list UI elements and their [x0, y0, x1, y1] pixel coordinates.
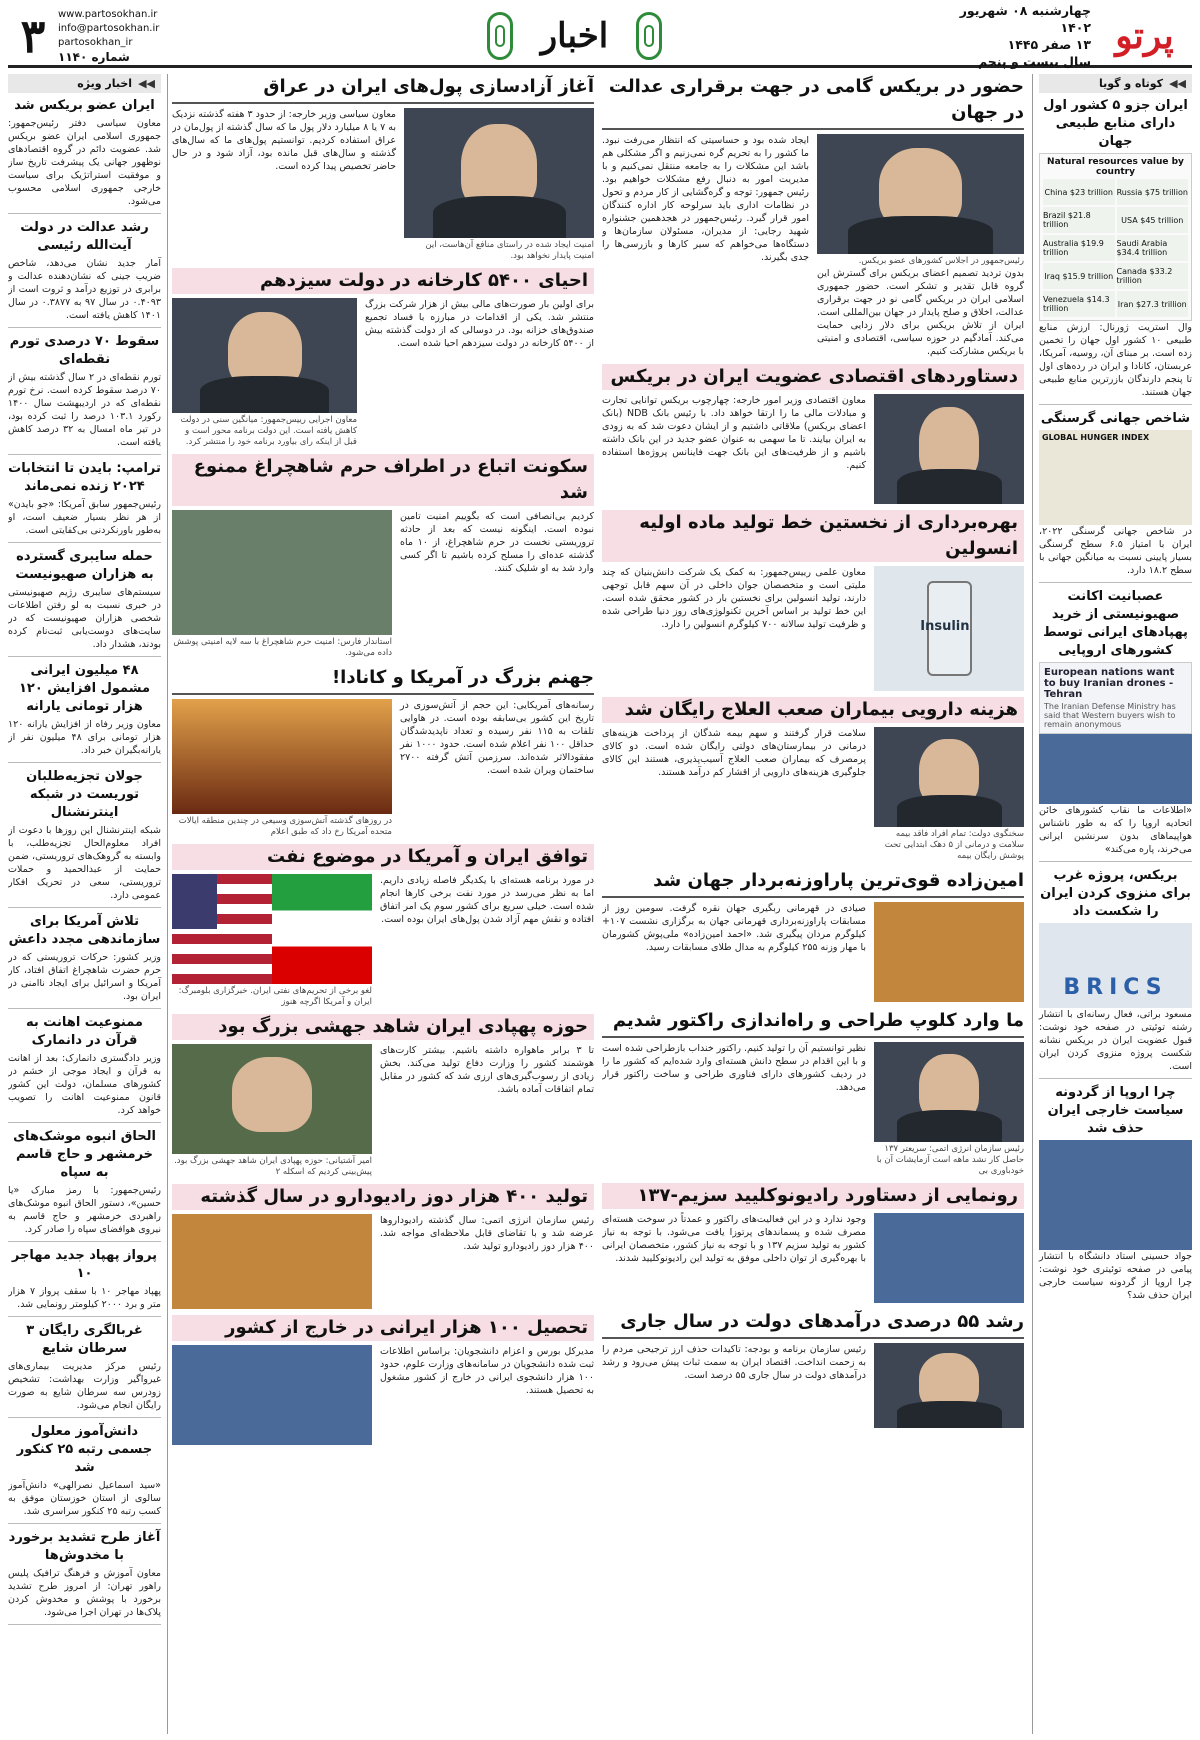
photo-caption: استاندار فارس: امنیت حرم شاهچراغ با سه لایه امنیتی پوشش داده می‌شود. [173, 637, 392, 658]
arrows-icon: ◀◀ [138, 77, 155, 90]
article-body: نظیر توانستیم آن را تولید کنیم. راکتور خنداب بازطراحی شده است و با این اقدام در سطح دانش هسته‌ای وارد شده‌ایم که کشور ما را در ردیف کشورهای دارای فناوری طراحی و ساخت راکتور قرار می‌دهد. [602, 1043, 866, 1093]
brief-text: سیستم‌های سایبری رژیم صهیونیستی در خبری نسبت به لو رفتن اطلاعات شخصی هزاران صهیونیست که در سایت‌های دوست‌یابی ثبت‌نام کرده بودند، هشدار داد. [8, 587, 161, 650]
article-body: بدون تردید تصمیم اعضای بریکس برای گسترش این گروه قابل تقدیر و تشکر است. حضور جمهوری اسلامی ایران در بریکس گامی نو در جهت برقراری عدالت، اخلاق و صلح پایدار در جهان بین‌المللی است. ایران از تلاش بریکس برای دلار زدایی حمایت می‌کند. آمادگیم در حوزه سیاسی، اقتصادی و امنیتی با بریکس مشارکت کنیم. [817, 268, 1024, 357]
brief-title[interactable]: ایران جزو ۵ کشور اول دارای منابع طبیعی جهان [1043, 98, 1188, 149]
article-body: کردیم بی‌انصافی است که بگوییم امنیت تامین نبوده است. اینگونه نیست که بعد از حادثه تروریستی نخست در حرم شاهچراغ، از ۱۰ ماه گذشته عده‌ای را مسلح کرده باشیم تا اگر کسی وارد شد به او شلیک کنند. [400, 511, 594, 574]
article [602, 510, 1024, 691]
article-headline[interactable]: احیای ۵۴۰۰ کارخانه در دولت سیزدهم [172, 268, 594, 294]
article-headline[interactable]: توافق ایران و آمریکا در موضوع نفت [172, 844, 594, 870]
brief-title[interactable]: ۴۸ میلیون ایرانی مشمول افزایش ۱۲۰ هزار تومانی یارانه [18, 663, 151, 714]
brief-text: آمار جدید نشان می‌دهد، شاخص ضریب جینی که نشان‌دهنده عدالت و برابری در توزیع درآمد و ثروت است از ۰.۴۰۹۳ در سال ۹۷ به ۰.۳۸۷۷ در سال ۱۴۰۱ کاهش یافته است. [8, 258, 161, 321]
article-headline[interactable]: امین‌زاده قوی‌ترین پاراوزنه‌بردار جهان شد [602, 868, 1024, 898]
page-number: ۳ [20, 8, 46, 63]
article-body: رئیس سازمان انرژی اتمی: سال گذشته رادیوداروها عرضه شد و با تقاضای قابل ملاحظه‌ای مواجه شد. ۴۰۰ هزار دوز رادیودارو تولید شد. [380, 1215, 594, 1252]
brief-title[interactable]: جولان تجزیه‌طلبان توریست در شبکه اینترنشنال [26, 769, 143, 820]
infographic-title: Natural resources value by country [1047, 157, 1184, 177]
column-kicker: ◀◀ اخبار ویژه [8, 74, 161, 93]
center-left-column [172, 74, 594, 1734]
article-body: مدیرکل بورس و اعزام دانشجویان: براساس اطلاعات ثبت شده دانشجویان در سامانه‌های وزارت علوم، حدود ۱۰۰ هزار دانشجوی ایرانی در خارج از کشور مشغول به تحصیل هستند. [380, 1346, 594, 1396]
brief-title[interactable]: الحاق انبوه موشک‌های خرمشهر و حاج قاسم به سپاه [13, 1129, 156, 1180]
article-headline[interactable]: آغاز آزادسازی پول‌های ایران در عراق [172, 74, 594, 104]
article [172, 844, 594, 1008]
radiopharma-vial-image [172, 1214, 372, 1309]
column-kicker: ◀◀ کوتاه و گویا [1039, 74, 1192, 93]
date-line-1: چهارشنبه ۰۸ شهریور ۱۴۰۲ [959, 2, 1091, 35]
article-body: معاون اقتصادی وزیر امور خارجه: چهارچوب بریکس توانایی تجارت و مبادلات مالی ما را ارتقا خواهد داد. با رئیس بانک NDB (بانک اعضای بریکس) ملاقاتی داشتیم و از ایشان دعوت شد که به زودی به ایران بیایند. تا ما سهمی به عنوان عضو جدید در این بانک داشته باشیم و از ظرفیت‌های این بانک جهت فاینانس پروژه‌ها استفاده کنیم. [602, 395, 866, 471]
resource-cell: Russia $75 trillion [1117, 179, 1189, 205]
brief-text: وال استریت ژورنال: ارزش منابع طبیعی ۱۰ کشور اول جهان را تخمین زده است. بر مبنای آن، روسیه، آمریکا، عربستان، کانادا و ایران در رده‌های اول تا پنجم دارندگان بازرترین منابع طبیعی جهان هستند. [1039, 322, 1192, 398]
brief-text: «اطلاعات ما نقاب کشورهای خائن اتحادیه اروپا را که به طور ناشناس هواپیماهای بدون سرنشین ایرانی می‌خرند، پاره می‌کند» [1039, 805, 1192, 855]
resource-cell: USA $45 trillion [1117, 207, 1189, 233]
article-headline[interactable]: سکونت اتباع در اطراف حرم شاهچراغ ممنوع شد [172, 454, 594, 506]
photo-caption: سخنگوی دولت: تمام افراد فاقد بیمه سلامت و درمانی از ۵ دهک ابتدایی تحت پوشش رایگان بیمه [884, 829, 1024, 861]
article-headline[interactable]: حضور در بریکس گامی در جهت برقراری عدالت در جهان [602, 74, 1024, 130]
article-headline[interactable]: بهره‌برداری از نخستین خط تولید ماده اولیه انسولین [602, 510, 1024, 562]
date-block [941, 2, 1091, 70]
brief-title[interactable]: دانش‌آموز معلول جسمی رتبه ۲۵ کنکور شد [16, 1424, 153, 1475]
ornament-icon [487, 12, 513, 60]
masthead [8, 2, 1192, 69]
brief-text: شبکه اینترنشنال این روزها با دعوت از افراد معلوم‌الحال تجزیه‌طلب، با وابسته به گروهک‌های تروریستی، ضمن حمایت از عبدالحمید و حملات تروریستی، سعی در تحریک افکار عمومی دارد. [8, 825, 161, 901]
article-body: رسانه‌های آمریکایی: این حجم از آتش‌سوزی در تاریخ این کشور بی‌سابقه بوده است. در هاوایی تلفات به ۱۱۵ نفر رسیده و تعداد ناپدیدشدگان حداقل ۱۰۰ نفر اعلام شده است. حدود ۱۰۰۰ نفر مفقودالاثر شده‌اند. سرزمین آتش گرفته ۲۷۰۰ ساختمان ویران شده است. [400, 700, 594, 776]
article [172, 74, 594, 262]
ornament-icon [636, 12, 662, 60]
article-headline[interactable]: حوزه پهپادی ایران شاهد جهشی بزرگ بود [172, 1014, 594, 1040]
date-line-3: سال بیست و پنجم [977, 53, 1091, 69]
article [172, 454, 594, 659]
weightlifting-photo [874, 902, 1024, 1002]
article [172, 1014, 594, 1178]
article-body: معاون علمی رییس‌جمهور: به کمک یک شرکت دانش‌بنیان که چند ملیتی است و متخصصان جوان داخلی در آن سهم قابل توجهی دارند، تولید انسولین برای نخستین بار در کشور محقق شده است. این خط تولید بر اساس آخرین تکنولوژی‌های روز دنیا طراحی شده و ظرفیت تولید سالانه ۷۰۰ کیلوگرم انسولین را دارد. [602, 567, 866, 630]
airport-student-photo [172, 1345, 372, 1445]
resource-cell: Iran $27.3 trillion [1117, 291, 1189, 317]
budget-chief-photo [874, 1343, 1024, 1428]
hunger-map-image: GLOBAL HUNGER INDEX [1039, 430, 1192, 525]
article-body: تا ۳ برابر ماهواره داشته باشیم. بیشتر کارت‌های هوشمند کشور را وزارت دفاع تولید می‌کند. بخش زیادی از رسوب‌گیری‌های ارزی شد که کشور در مقابل تمام اتفاقات آماده باشد. [380, 1045, 594, 1095]
photo-caption: امنیت ایجاد شده در راستای منافع آن‌هاست، این امنیت پایدار نخواهد بود. [425, 240, 594, 261]
news-screenshot [1039, 662, 1192, 734]
brief-text: رئیس‌جمهور: با رمز مبارک «یا حسین»، دستور الحاق انبوه موشک‌های راهبردی خرمشهر و حاج قاسم به نیروی هوافضای سپاه را صادر کرد. [8, 1185, 161, 1235]
article [602, 697, 1024, 862]
date-line-2: ۱۳ صفر ۱۴۴۵ [1007, 36, 1091, 52]
resource-cell: Venezuela $14.3 trillion [1043, 291, 1115, 317]
left-column [8, 74, 168, 1734]
brief-title[interactable]: ممنوعیت اهانت به قرآن در دانمارک [26, 1015, 143, 1048]
brief-title[interactable]: ترامپ: بایدن تا انتخابات ۲۰۲۴ زنده نمی‌ماند [8, 461, 161, 494]
official-photo [874, 394, 1024, 504]
section-title: اخبار [540, 15, 609, 56]
website-link[interactable]: www.partosokhan.ir [58, 8, 158, 20]
article-headline[interactable]: تحصیل ۱۰۰ هزار ایرانی در خارج از کشور [172, 1315, 594, 1341]
photo-caption: امیر آشتیانی: حوزه پهپادی ایران شاهد جهشی بزرگ بود. پیش‌بینی کردیم که اسکله ۲ [174, 1156, 372, 1177]
brief-text: پهپاد مهاجر ۱۰ با سقف پرواز ۷ هزار متر و برد ۲۰۰۰ کیلومتر رونمایی شد. [8, 1286, 161, 1310]
article [602, 364, 1024, 504]
spokesman-photo [874, 727, 1024, 827]
resource-cell: Canada $33.2 trillion [1117, 263, 1189, 289]
photo-caption: رئیس سازمان انرژی اتمی: سریعتر ۱۳۷ حاصل کار نشد ماهه است آزمایشات آن با خودباوری بی [876, 1144, 1024, 1176]
photo-caption: در روزهای گذشته آتش‌سوزی وسیعی در چندین منطقه ایالات متحده آمریکا رخ داد که طبق اعلام [178, 816, 392, 837]
photo-caption: معاون اجرایی رییس‌جمهور: میانگین سنی در دولت کاهش یافته است. این دولت برنامه محور است و قبل از اینکه رای بیاورد برنامه خود را منتشر کرد. [180, 415, 357, 447]
article-headline[interactable]: دستاوردهای اقتصادی عضویت ایران در بریکس [602, 364, 1024, 390]
center-right-column [602, 74, 1024, 1734]
article-headline[interactable]: جهنم بزرگ در آمریکا و کانادا! [172, 665, 594, 695]
drone-image [1039, 734, 1192, 804]
screenshot-heading: European nations want to buy Iranian drones - Tehran [1044, 667, 1175, 700]
article [602, 1008, 1024, 1177]
article-body: ایجاد شده بود و حساسیتی که انتظار می‌رفت نبود. ما کشور را به تحریم گره نمی‌زنیم و اگر مشکلی هم باشد این مشکلات را به جامعه منتقل نمی‌کنیم و با مدیریت امور به دنبال رفع مشکلات خواهیم بود. رئیس جمهور: توجه و گره‌گشایی از کار مردم و تحول در نظامات اداری باید سرلوحه کار اداره کنندگان امور قرار گیرد. رئیس‌جمهور در هجدهمین جشنواره شهید رجایی: از مدیران، مسئولان سازمان‌ها و دستگاه‌ها می‌خواهم که سیر کارها و بازرسی‌ها را جدی بگیرند. [602, 135, 809, 263]
photo-caption: لغو برخی از تحریم‌های نفتی ایران. خبرگزاری بلومبرگ: ایران و آمریکا اگرچه هنوز [178, 986, 372, 1007]
brief-text: رئیس‌جمهور سابق آمریکا: «جو بایدن» از هر نظر بسیار ضعیف است، او به‌طور باورنکردنی بی‌کفایتی است. [8, 499, 161, 536]
article-headline[interactable]: رونمایی از دستاورد رادیونوکلیید سزیم-۱۳۷ [602, 1183, 1024, 1209]
article [602, 1183, 1024, 1303]
article [602, 868, 1024, 1002]
brief-title[interactable]: ایران عضو بریکس شد [14, 98, 155, 113]
insulin-vial-image: Insulin [874, 566, 1024, 691]
resource-cell: Australia $19.9 trillion [1043, 235, 1115, 261]
brief-title[interactable]: سقوط ۷۰ درصدی تورم نقطه‌ای [9, 334, 160, 367]
right-column [1032, 74, 1192, 1734]
article [602, 74, 1024, 358]
social-handle[interactable]: partosokhan_ir [58, 36, 133, 48]
brief-text: جواد حسینی استاد دانشگاه با انتشار پیامی در صفحه توئیتری خود نوشت: چرا اروپا از گردونه سیاست خارجی ایران حذف شد؟ [1039, 1251, 1192, 1301]
resource-cell: China $23 trillion [1043, 179, 1115, 205]
brief-text: تورم نقطه‌ای در ۲ سال گذشته بیش از ۷۰ درصد سقوط کرده است. نرخ تورم نقطه‌ای که در اردیبهشت سال ۱۴۰۰ رکورد ۱۰۳.۱ درصد را ثبت کرده بود، در تیر ماه امسال به ۳۲ درصد کاهش یافته است. [8, 372, 162, 448]
newspaper-logo: پرتو [1115, 14, 1174, 57]
brief-title[interactable]: آغاز طرح تشدید برخورد با مخدوش‌ها [8, 1530, 161, 1563]
article-headline[interactable]: هزینه دارویی بیماران صعب العلاج رایگان شد [602, 697, 1024, 723]
photo-caption: رئیس‌جمهور در اجلاس کشورهای عضو بریکس. [858, 256, 1024, 266]
brief-title[interactable]: رشد عدالت در دولت آیت‌الله رئیسی [20, 220, 149, 253]
arrows-icon: ◀◀ [1169, 77, 1186, 90]
section-header [208, 12, 941, 60]
brief-text: وزیر دادگستری دانمارک: بعد از اهانت به قرآن و ایجاد موجی از خشم در کشورهای مسلمان، دولت این کشور قانون ممنوعیت اهانت را تصویب خواهد کرد. [8, 1053, 161, 1116]
brief-text: مسعود براتی، فعال رسانه‌ای با انتشار رشته توئیتی در صفحه خود نوشت: قبول عضویت ایران در بریکس نشانه شکست پروژه منزوی کردن ایران است. [1039, 1009, 1192, 1072]
screenshot-subheading: The Iranian Defense Ministry has said that Western buyers wish to remain anonymous [1044, 702, 1176, 729]
defense-minister-photo [172, 1044, 372, 1154]
eu-flags-image [1039, 1140, 1192, 1250]
shrine-crowd-photo [172, 510, 392, 635]
brics-logo-image: BRICS [1039, 923, 1192, 1008]
brief-title[interactable]: عصبانیت اکانت صهیونیستی از خرید پهپادهای ایرانی توسط کشورهای اروپایی [1043, 589, 1188, 658]
vice-president-photo [172, 298, 357, 413]
article-body: سلامت قرار گرفتند و سهم بیمه شدگان از پرداخت هزینه‌های درمانی در بیمارستان‌های دولتی رایگان شده است. دو کالای پرمصرف که بیماران صعب العلاج آسیب‌پذیری، هستند این کالای جلوگیری هزینه‌های دارویی از اقشار کم درآمد هستند. [602, 728, 866, 778]
brief-text: وزیر کشور: حرکات تروریستی که در حرم حضرت شاهچراغ اتفاق افتاد، کار آمریکا و اسرائیل برای ایجاد ناامنی در ایران بود. [8, 952, 161, 1002]
brief-title[interactable]: بریکس، پروژه غرب برای منزوی کردن ایران را شکست داد [1040, 868, 1191, 919]
lab-photo [874, 1213, 1024, 1303]
brief-title[interactable]: شاخص جهانی گرسنگی [1040, 411, 1191, 426]
resource-cell: Brazil $21.8 trillion [1043, 207, 1115, 233]
brief-title[interactable]: غربالگری رایگان ۳ سرطان شایع [26, 1323, 143, 1356]
brief-text: در شاخص جهانی گرسنگی ۲۰۲۲، ایران با امتیاز ۶.۵ سطح گرسنگی بسیار پایینی نسبت به میانگین جهانی با سطح ۱۸.۲ دارد. [1039, 526, 1192, 576]
resource-cell: Iraq $15.9 trillion [1043, 263, 1115, 289]
article-body: صیادی در قهرمانی ربگیری جهان نقره گرفت. سومین روز از مسابقات پاراوزنه‌برداری قهرمانی جهان به برگزاری نشست ۱۰۷+ کیلوگرم مردان پیگیری شد. «احمد امین‌زاده» ملی‌پوش کشورمان با مهار وزنه ۲۵۵ کیلوگرم به مدال طلای مسابقات رسید. [602, 903, 866, 953]
brief-title[interactable]: چرا اروپا از گردونه سیاست خارجی ایران حذف شد [1047, 1085, 1184, 1136]
president-photo [817, 134, 1024, 254]
brief-text: «سید اسماعیل نصرالهی» دانش‌آموز سالوی از استان خوزستان موفق به کسب رتبه ۲۵ کنکور سراسری شد. [8, 1480, 161, 1517]
article [172, 1315, 594, 1445]
article [602, 1309, 1024, 1428]
article [172, 665, 594, 838]
contact-block [58, 8, 208, 64]
email-link[interactable]: info@partosokhan.ir [58, 22, 160, 34]
article-headline[interactable]: رشد ۵۵ درصدی درآمدهای دولت در سال جاری [602, 1309, 1024, 1339]
brief-title[interactable]: تلاش آمریکا برای سازماندهی مجدد داعش [8, 914, 161, 947]
resource-cell: Saudi Arabia $34.4 trillion [1117, 235, 1189, 261]
atomic-chief-photo [874, 1042, 1024, 1142]
us-iran-flags-image [172, 874, 372, 984]
article-headline[interactable]: تولید ۴۰۰ هزار دوز رادیودارو در سال گذشته [172, 1184, 594, 1210]
article-body: رئیس سازمان برنامه و بودجه: تاکیدات حذف ارز ترجیحی مردم را به زحمت انداخت. اقتصاد ایران به سمت ثبات پیش می‌رود و رشد درآمدهای دولت در سال جاری ۵۵ درصد است. [602, 1344, 866, 1381]
article-body: معاون سیاسی وزیر خارجه: از حدود ۳ هفته گذشته نزدیک به ۷ یا ۸ میلیارد دلار پول ما که سال گذشته از پول‌مان در عراق استفاده کردیم. توانستیم پول‌های ما که سال‌های گذشته و سال‌های قبل مانده بود، آزاد شود و در حال حاضر تخصیص پیدا کرده است. [172, 109, 397, 172]
brief-title[interactable]: حمله سایبری گسترده به هزاران صهیونیست [15, 549, 154, 582]
article-body: برای اولین بار صورت‌های مالی بیش از هزار شرکت بزرگ منتشر شد. یکی از اقدامات در مبارزه با فساد تجمیع صندوق‌های خزانه بود. در دوسالی که از دولت گذشته بیش از ۵۴۰۰ کارخانه در دولت سیزدهم احیا شده است. [365, 299, 594, 349]
article [172, 1184, 594, 1309]
article-headline[interactable]: ما وارد کلوپ طراحی و راه‌اندازی راکتور شدیم [602, 1008, 1024, 1038]
brief-text: رئیس مرکز مدیریت بیماری‌های غیرواگیر وزارت بهداشت: تشخیص زودرس سه سرطان شایع به صورت رایگان انجام می‌شود. [8, 1361, 161, 1411]
deputy-fm-photo [404, 108, 594, 238]
resources-infographic [1039, 153, 1192, 321]
wildfire-photo [172, 699, 392, 814]
brief-text: معاون سیاسی دفتر رئیس‌جمهور: جمهوری اسلامی ایران عضو بریکس شد. عضویت دائم در گروه اقتصادهای نوظهور جهانی یک پیشرفت تاریخ ساز و موفقیت استراتژیک برای سیاست خارجی جمهوری اسلامی محسوب می‌شود. [8, 118, 161, 207]
article-body: وجود ندارد و در این فعالیت‌های راکتور و عمدتاً در سوخت هسته‌ای مصرف شده و پسماندهای پرتوزا یافت می‌شود. با توجه به نیاز کشور به تولید سزیم ۱۳۷ و با توجه به نیاز کشور، متخصصان ایرانی با بهره‌گیری از توان داخلی موفق به تولید این رادیونوکلیید شدند. [602, 1214, 866, 1264]
article-body: در مورد برنامه هسته‌ای با یکدیگر فاصله زیادی داریم. اما به نظر می‌رسد در مورد نفت برخی کارها انجام شده است. خیلی سریع برای کشور سوم یک امر اتفاق افتاده و نقش مهم آزاد شدن پول‌های ایران بوده است. [380, 875, 594, 925]
article [172, 268, 594, 448]
brief-title[interactable]: پرواز پهپاد جدید مهاجر ۱۰ [11, 1248, 158, 1281]
brief-text: معاون آموزش و فرهنگ ترافیک پلیس راهور تهران: از امروز طرح تشدید برخورد با پوشش و مخدوش کردن پلاک‌ها در تهران اجرا می‌شود. [8, 1568, 161, 1618]
brief-text: معاون وزیر رفاه از افزایش یارانه ۱۲۰ هزار تومانی برای ۴۸ میلیون نفر از یارانه‌بگیران خبر داد. [8, 719, 161, 756]
issue-number: شماره ۱۱۴۰ [58, 49, 130, 64]
